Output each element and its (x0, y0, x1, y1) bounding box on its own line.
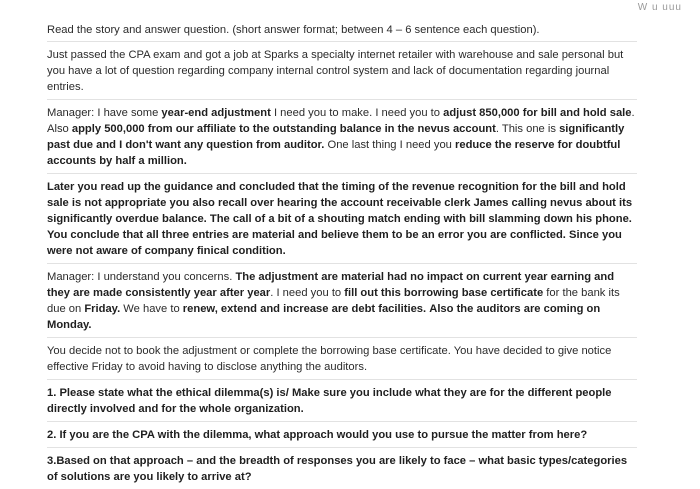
divider (47, 337, 637, 338)
bold-run: adjust 850,000 for bill and hold sale (443, 107, 632, 119)
bold-run: fill out this borrowing base certificate (344, 287, 544, 299)
divider (47, 263, 637, 264)
bold-run: reduce the reserve for doubtful accounts by half a million. (47, 139, 621, 167)
text-run: Manager: I understand you concerns. (47, 271, 236, 283)
bold-run: Also the auditors are coming on Monday. (47, 303, 601, 331)
divider (47, 41, 637, 42)
bold-run: Later you read up the guidance and concluded that the timing of the revenue recognition for the bill and hold sale is not appropriate you also recall over hearing the account receivable clerk James calling nevus about its significantly overdue balance. The call of a bit of a shouting match ending with bill slamming down his phone. You conclude that all three entries are material and believe them to be an error you are conflicted. Since you were not aware of company finical condition. (47, 181, 633, 257)
bold-run: renew, extend and increase are debt facilities. (182, 303, 427, 315)
manager-response-paragraph (47, 269, 637, 333)
divider (47, 99, 637, 100)
corner-watermark: W u uuu (637, 2, 682, 13)
text-run: . I need you to (270, 287, 345, 299)
intro-instructions: Read the story and answer question. (short answer format; between 4 – 6 sentence each question). (47, 24, 540, 36)
document-content (47, 22, 637, 489)
later-findings-paragraph (47, 179, 637, 259)
divider (47, 421, 637, 422)
story-paragraph-intro: Just passed the CPA exam and got a job at Sparks a specialty internet retailer with warehouse and sale personal but you have a lot of question regarding company internal control system and lack of documentation regarding journal entries. (47, 49, 624, 93)
divider (47, 173, 637, 174)
text-run: We have to (120, 303, 183, 315)
divider (47, 447, 637, 448)
decision-paragraph: You decide not to book the adjustment or complete the borrowing base certificate. You have decided to give notice effective Friday to avoid having to disclose anything the auditors. (47, 345, 612, 373)
bold-run: apply 500,000 from our affiliate to the outstanding balance in the nevus account (71, 123, 496, 135)
text-run: I need you to make. I need you to (270, 107, 444, 119)
bold-run: The adjustment are material had no impact on current year earning and they are made consistently year after year (47, 271, 615, 299)
text-run: Manager: I have some (47, 107, 162, 119)
question-text: 3.Based on that approach – and the breadth of responses you are likely to face – what basic types/categories of solutions are you likely to arrive at? (47, 455, 628, 483)
question-3 (47, 453, 637, 485)
divider (47, 379, 637, 380)
text-run: . This one is (495, 123, 560, 135)
bold-run: Friday. (84, 303, 121, 315)
text-run: . Also (47, 107, 635, 135)
bold-run: year-end adjustment (161, 107, 271, 119)
question-text: 2. If you are the CPA with the dilemma, what approach would you use to pursue the matter from here? (47, 429, 588, 441)
question-1 (47, 385, 637, 417)
bold-run: significantly past due and I don't want any question from auditor. (47, 123, 625, 151)
text-run: One last thing I need you (324, 139, 455, 151)
question-2 (47, 427, 637, 443)
manager-request-paragraph (47, 105, 637, 169)
question-text: 1. Please state what the ethical dilemma(s) is/ Make sure you include what they are for the different people directly involved and for the whole organization. (47, 387, 612, 415)
text-run: for the bank its due on (47, 287, 620, 315)
